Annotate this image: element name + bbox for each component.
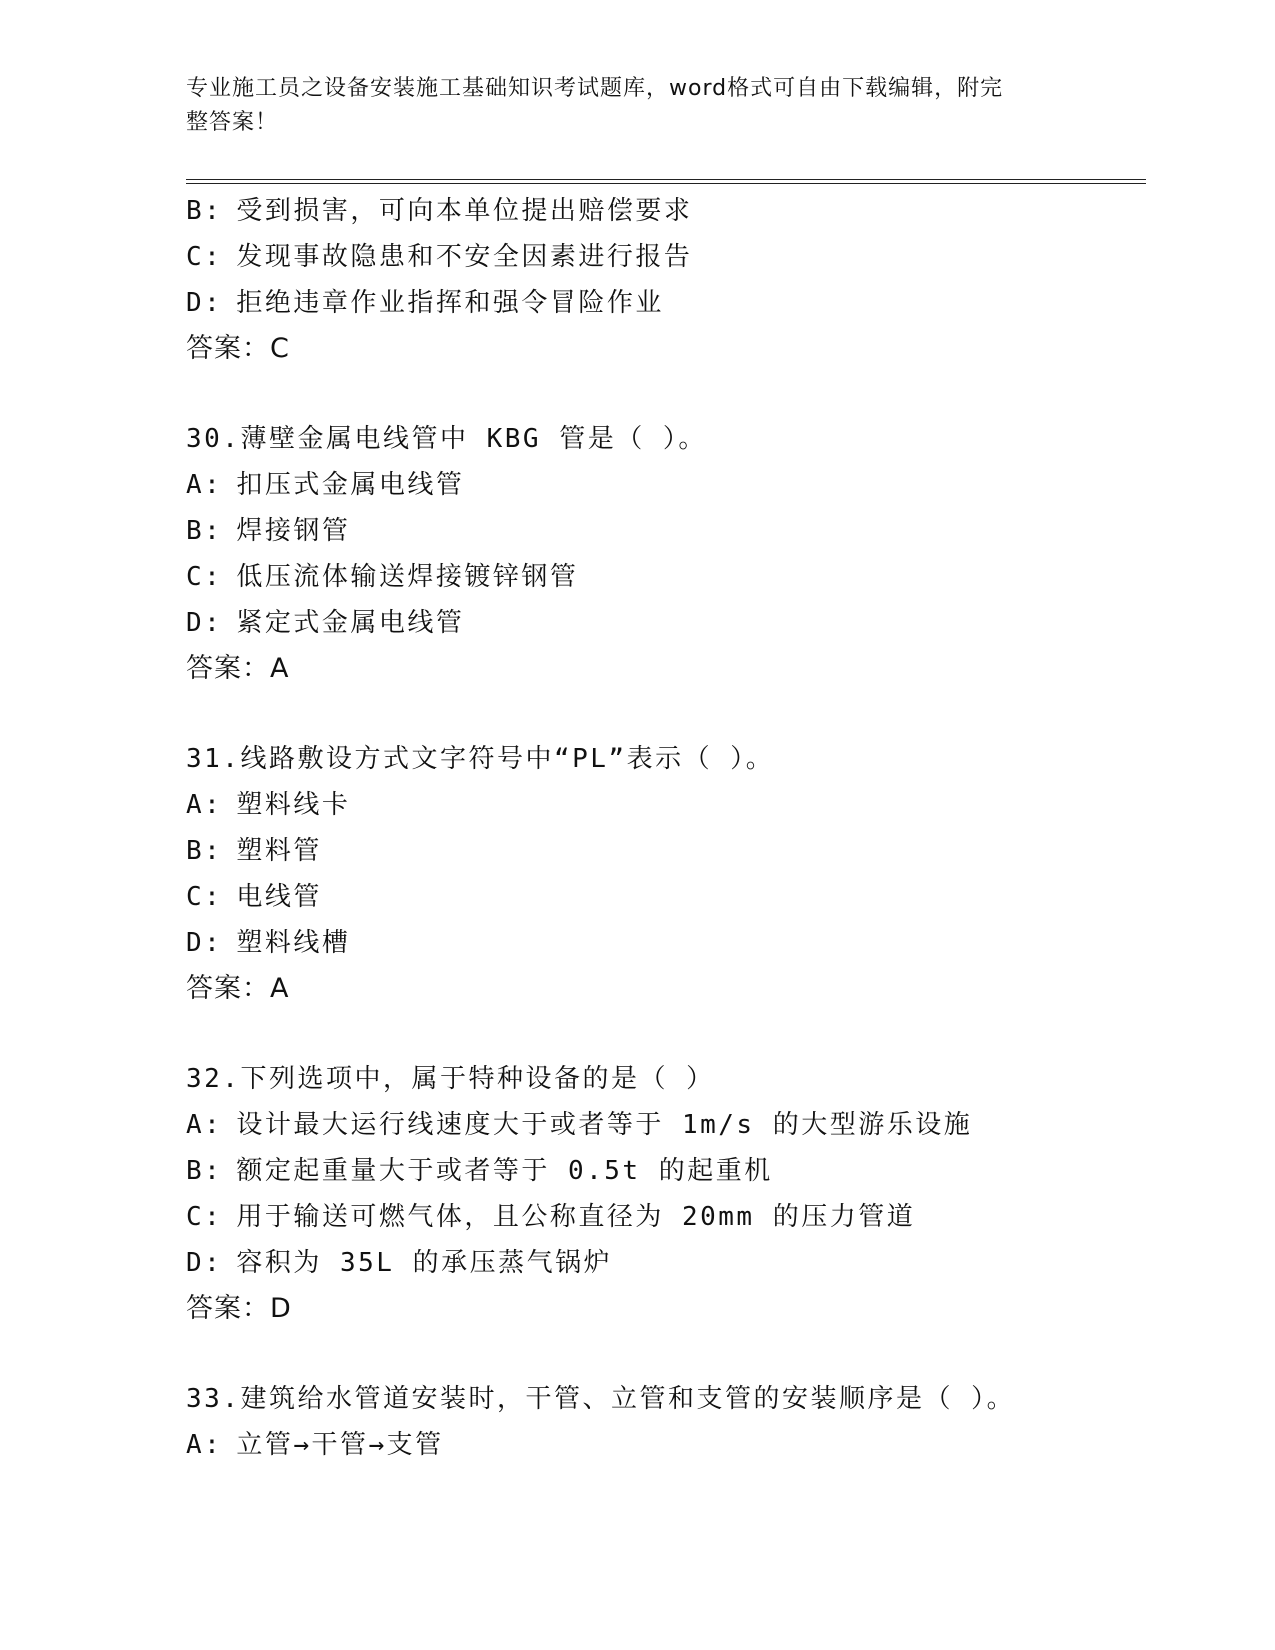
option-letter: A: [186,470,223,500]
option-letter: D: [186,288,223,318]
option-letter: D: [186,928,223,958]
header-title-line-2: 整答案！ [186,110,279,135]
option-c [186,234,1166,280]
option-text: 容积为 35L 的承压蒸气锅炉 [236,1248,613,1278]
option-text: 立管→干管→支管 [236,1430,444,1460]
option-text: 额定起重量大于或者等于 0.5t 的起重机 [236,1156,773,1186]
header-divider-top [186,179,1146,180]
option-d [186,280,1166,326]
option-letter: C: [186,242,223,272]
question-stem: 31.线路敷设方式文字符号中“PL”表示（ ）。 [186,744,775,774]
option-text: 受到损害，可向本单位提出赔偿要求 [236,196,693,226]
option-letter: A: [186,1430,223,1460]
question-block-31 [186,736,1166,1012]
option-letter: C: [186,882,223,912]
option-text: 低压流体输送焊接镀锌钢管 [236,562,579,592]
option-a [186,1102,1166,1148]
option-text: 塑料管 [236,836,322,866]
option-letter: D: [186,608,223,638]
question-stem: 33.建筑给水管道安装时，干管、立管和支管的安装顺序是（ ）。 [186,1384,1016,1414]
question-stem: 30.薄壁金属电线管中 KBG 管是（ ）。 [186,424,707,454]
option-text: 电线管 [236,882,322,912]
question-block-30 [186,416,1166,692]
question-block-continued [186,188,1166,372]
option-c [186,554,1166,600]
option-text: 塑料线槽 [236,928,351,958]
option-c [186,1194,1166,1240]
option-letter: B: [186,1156,223,1186]
question-block-32 [186,1056,1166,1332]
document-header [186,72,1066,140]
option-text: 用于输送可燃气体，且公称直径为 20mm 的压力管道 [236,1202,916,1232]
option-text: 拒绝违章作业指挥和强令冒险作业 [236,288,664,318]
answer-line: 答案：D [186,1293,292,1324]
option-letter: B: [186,196,223,226]
answer-line: 答案：A [186,973,290,1004]
option-a [186,1422,1166,1468]
answer-line: 答案：A [186,653,290,684]
option-letter: B: [186,836,223,866]
header-divider-bottom [186,183,1146,184]
option-text: 扣压式金属电线管 [236,470,465,500]
option-b [186,828,1166,874]
option-text: 发现事故隐患和不安全因素进行报告 [236,242,693,272]
option-letter: A: [186,1110,223,1140]
option-letter: D: [186,1248,223,1278]
question-stem: 32.下列选项中，属于特种设备的是（ ） [186,1064,715,1094]
option-letter: C: [186,562,223,592]
question-list [186,188,1166,1468]
option-d [186,920,1166,966]
question-block-33 [186,1376,1166,1468]
option-letter: B: [186,516,223,546]
option-text: 焊接钢管 [236,516,351,546]
option-a [186,462,1166,508]
option-d [186,1240,1166,1286]
option-letter: C: [186,1202,223,1232]
option-b [186,188,1166,234]
option-b [186,1148,1166,1194]
header-title-line-1: 专业施工员之设备安装施工基础知识考试题库，word格式可自由下载编辑，附完 [186,76,1004,101]
option-a [186,782,1166,828]
option-c [186,874,1166,920]
option-text: 塑料线卡 [236,790,351,820]
option-text: 紧定式金属电线管 [236,608,465,638]
option-b [186,508,1166,554]
option-d [186,600,1166,646]
option-text: 设计最大运行线速度大于或者等于 1m/s 的大型游乐设施 [236,1110,973,1140]
option-letter: A: [186,790,223,820]
answer-line: 答案：C [186,333,290,364]
